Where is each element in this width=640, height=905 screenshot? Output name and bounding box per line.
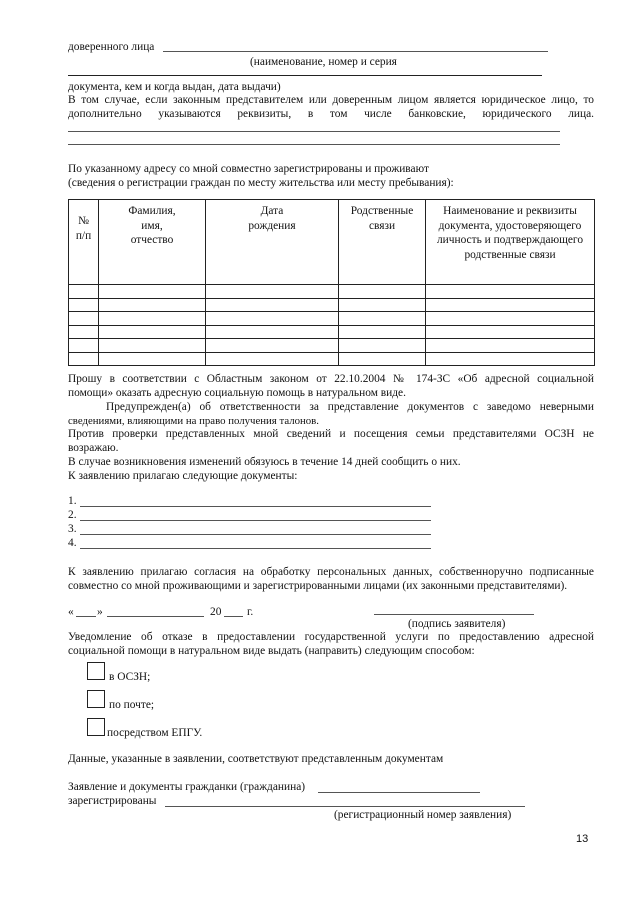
- check-text-2: возражаю.: [68, 442, 119, 454]
- date-open-quote: «: [68, 606, 74, 618]
- attachment-number: 4.: [68, 537, 77, 549]
- table-cell[interactable]: [206, 339, 339, 353]
- table-cell[interactable]: [206, 325, 339, 339]
- checkbox-oszn[interactable]: [87, 662, 105, 680]
- checkbox-post[interactable]: [87, 690, 105, 708]
- attachment-number: 2.: [68, 509, 77, 521]
- table-row: [69, 339, 595, 353]
- table-row: [69, 352, 595, 366]
- option-label-epgu: посредством ЕПГУ.: [107, 727, 203, 739]
- attachment-number: 1.: [68, 495, 77, 507]
- table-cell[interactable]: [99, 312, 206, 326]
- consent-text-1: К заявлению прилагаю согласия на обработку персональных данных, собственноручно подписанные: [68, 566, 594, 578]
- table-cell[interactable]: [426, 312, 595, 326]
- table-cell[interactable]: [339, 325, 426, 339]
- family-members-table: [68, 199, 595, 366]
- signature-input-line[interactable]: [374, 614, 534, 615]
- table-row: [69, 285, 595, 299]
- table-cell[interactable]: [206, 285, 339, 299]
- table-cell[interactable]: [206, 298, 339, 312]
- table-cell[interactable]: [206, 312, 339, 326]
- date-close-quote: »: [97, 606, 103, 618]
- requisites-line-1[interactable]: [68, 131, 560, 132]
- check-text-1: Против проверки представленных мной сведений и посещения семьи представителями ОСЗН не: [68, 428, 594, 440]
- trustee-input-line[interactable]: [163, 51, 548, 52]
- attachment-input-line[interactable]: [80, 520, 431, 521]
- year-suffix: г.: [247, 606, 254, 618]
- page-number: 13: [576, 833, 589, 845]
- table-cell[interactable]: [339, 312, 426, 326]
- table-cell[interactable]: [69, 312, 99, 326]
- checkbox-epgu[interactable]: [87, 718, 105, 736]
- signature-hint: (подпись заявителя): [408, 618, 506, 630]
- year-input-line[interactable]: [224, 616, 243, 617]
- table-cell[interactable]: [69, 285, 99, 299]
- option-label-oszn: в ОСЗН;: [109, 671, 151, 683]
- table-cell[interactable]: [69, 339, 99, 353]
- col-header-number: № п/п: [69, 200, 99, 285]
- table-cell[interactable]: [69, 352, 99, 366]
- table-cell[interactable]: [99, 298, 206, 312]
- table-cell[interactable]: [426, 352, 595, 366]
- table-cell[interactable]: [339, 298, 426, 312]
- trustee-label: доверенного лица: [68, 41, 155, 53]
- col-header-full-name: Фамилия, имя, отчество: [99, 200, 206, 285]
- option-label-post: по почте;: [109, 699, 155, 711]
- refusal-text-2: социальной помощи в натуральном виде выдать (направить) следующим способом:: [68, 645, 475, 657]
- attachment-input-line[interactable]: [80, 548, 431, 549]
- table-cell[interactable]: [206, 352, 339, 366]
- reg-number-hint: (регистрационный номер заявления): [334, 809, 512, 821]
- attachment-input-line[interactable]: [80, 506, 431, 507]
- col-header-relation: Родственные связи: [339, 200, 426, 285]
- request-text-1: Прошу в соответствии с Областным законом от 22.10.2004 № 174-ЗС «Об адресной социальной: [68, 373, 594, 385]
- table-cell[interactable]: [426, 298, 595, 312]
- table-cell[interactable]: [426, 339, 595, 353]
- warning-text-2: сведениями, влияющими на право получения талонов.: [68, 415, 319, 427]
- table-row: [69, 298, 595, 312]
- doc-details-input-line[interactable]: [68, 75, 542, 76]
- col-header-identity-document: Наименование и реквизиты документа, удостоверяющего личность и подтверждающего родственные связи: [426, 200, 595, 285]
- table-cell[interactable]: [99, 339, 206, 353]
- year-prefix: 20: [210, 606, 222, 618]
- registered-text-1: По указанному адресу со мной совместно зарегистрированы и проживают: [68, 163, 429, 175]
- consent-text-2: совместно со мной проживающими и зарегистрированными лицами (их законными представителями).: [68, 580, 568, 592]
- changes-text: В случае возникновения изменений обязуюсь в течение 14 дней сообщить о них.: [68, 456, 461, 468]
- day-input-line[interactable]: [76, 616, 96, 617]
- attachment-number: 3.: [68, 523, 77, 535]
- table-cell[interactable]: [99, 325, 206, 339]
- table-cell[interactable]: [99, 352, 206, 366]
- refusal-text-1: Уведомление об отказе в предоставлении государственной услуги по предоставлению адресной: [68, 631, 594, 643]
- registered-label: зарегистрированы: [68, 795, 157, 807]
- table-row: [69, 312, 595, 326]
- doc-issued-hint: документа, кем и когда выдан, дата выдачи): [68, 81, 281, 93]
- reg-number-input-line[interactable]: [165, 806, 525, 807]
- table-cell[interactable]: [339, 352, 426, 366]
- requisites-line-2[interactable]: [68, 144, 560, 145]
- attachments-intro: К заявлению прилагаю следующие документы:: [68, 470, 298, 482]
- legal-entity-text-2: дополнительно указываются реквизиты, в том числе банковские, юридического лица.: [68, 108, 594, 120]
- legal-entity-text-1: В том случае, если законным представителем или доверенным лицом является юридическое лицо, то: [68, 94, 594, 106]
- citizen-docs-label: Заявление и документы гражданки (гражданина): [68, 781, 306, 793]
- registered-text-2: (сведения о регистрации граждан по месту жительства или месту пребывания):: [68, 177, 454, 189]
- data-match-text: Данные, указанные в заявлении, соответствуют представленным документам: [68, 753, 444, 765]
- table-cell[interactable]: [69, 325, 99, 339]
- table-cell[interactable]: [99, 285, 206, 299]
- table-cell[interactable]: [339, 339, 426, 353]
- table-cell[interactable]: [426, 325, 595, 339]
- month-input-line[interactable]: [107, 616, 204, 617]
- doc-name-hint: (наименование, номер и серия: [250, 56, 397, 68]
- warning-text-1: Предупрежден(а) об ответственности за представление документов с заведомо неверными: [106, 401, 594, 413]
- table-cell[interactable]: [69, 298, 99, 312]
- col-header-birth-date: Дата рождения: [206, 200, 339, 285]
- request-text-2: помощи» оказать адресную социальную помощь в натуральном виде.: [68, 387, 406, 399]
- table-cell[interactable]: [339, 285, 426, 299]
- citizen-name-input-line[interactable]: [318, 792, 480, 793]
- table-row: [69, 325, 595, 339]
- attachment-input-line[interactable]: [80, 534, 431, 535]
- table-cell[interactable]: [426, 285, 595, 299]
